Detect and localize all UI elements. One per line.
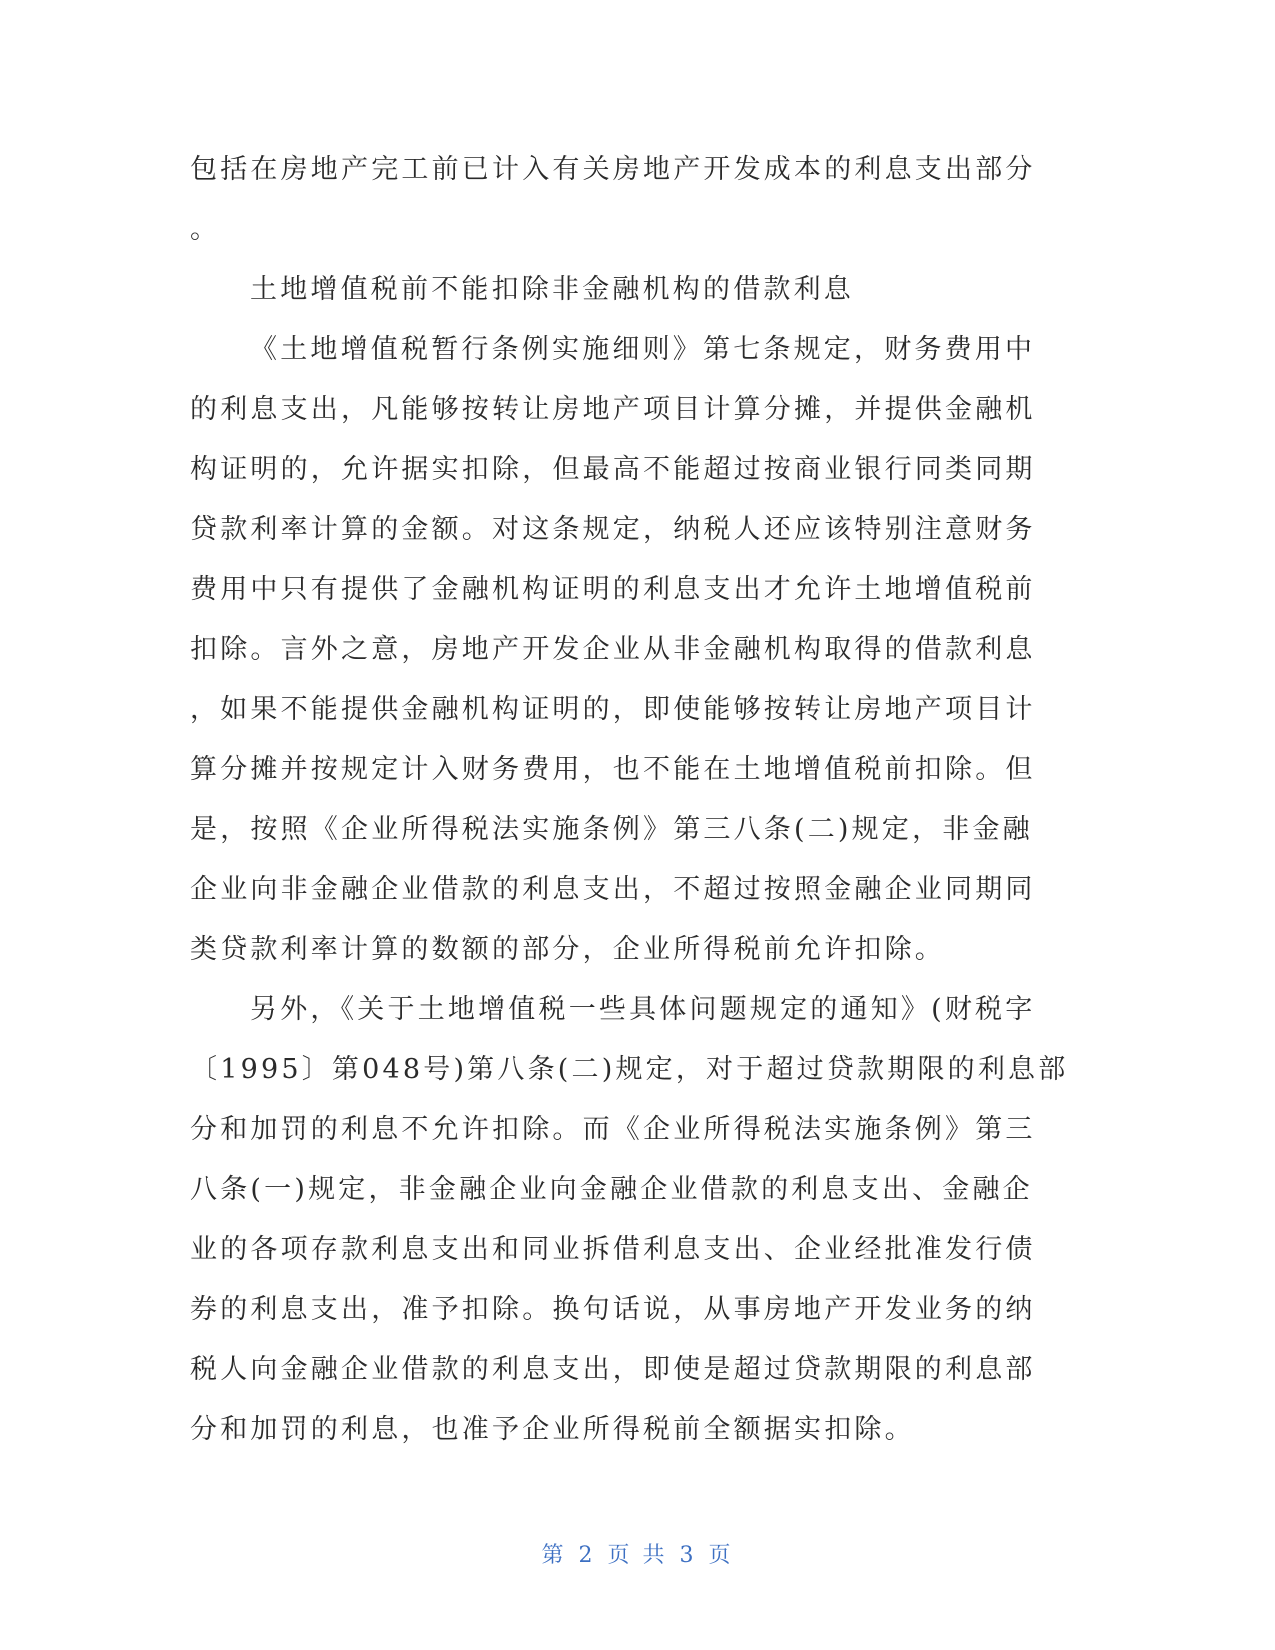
body-line: 包括在房地产完工前已计入有关房地产开发成本的利息支出部分	[190, 154, 1036, 185]
body-line: 税人向金融企业借款的利息支出，即使是超过贷款期限的利息部	[190, 1354, 1036, 1385]
current-page-number: 2	[578, 1543, 596, 1568]
paragraph-start: 另外，《关于土地增值税一些具体问题规定的通知》(财税字	[250, 994, 1036, 1025]
paragraph-start: 《土地增值税暂行条例实施细则》第七条规定，财务费用中	[250, 334, 1036, 365]
footer-prefix: 第	[541, 1543, 567, 1568]
body-line: 券的利息支出，准予扣除。换句话说，从事房地产开发业务的纳	[190, 1294, 1036, 1325]
body-line: 算分摊并按规定计入财务费用，也不能在土地增值税前扣除。但	[190, 754, 1036, 785]
body-line: 业的各项存款利息支出和同业拆借利息支出、企业经批准发行债	[190, 1234, 1036, 1265]
body-line: 企业向非金融企业借款的利息支出，不超过按照金融企业同期同	[190, 874, 1036, 905]
footer-suffix: 页	[708, 1543, 734, 1568]
total-page-count: 3	[679, 1543, 697, 1568]
document-body	[190, 140, 1069, 1460]
footer-middle: 页 共	[607, 1543, 668, 1568]
body-line: 分和加罚的利息，也准予企业所得税前全额据实扣除。	[190, 1414, 915, 1445]
body-line: ，如果不能提供金融机构证明的，即使能够按转让房地产项目计	[190, 694, 1036, 725]
body-line: 分和加罚的利息不允许扣除。而《企业所得税法实施条例》第三	[190, 1114, 1036, 1145]
body-line: 构证明的，允许据实扣除，但最高不能超过按商业银行同类同期	[190, 454, 1036, 485]
page-footer	[0, 1538, 1275, 1569]
body-line: 费用中只有提供了金融机构证明的利息支出才允许土地增值税前	[190, 574, 1036, 605]
body-line: 类贷款利率计算的数额的部分，企业所得税前允许扣除。	[190, 934, 945, 965]
body-line: 的利息支出，凡能够按转让房地产项目计算分摊，并提供金融机	[190, 394, 1036, 425]
body-line: 〔1995〕第048号)第八条(二)规定，对于超过贷款期限的利息部	[190, 1054, 1069, 1085]
body-line: 。	[190, 214, 221, 245]
section-heading: 土地增值税前不能扣除非金融机构的借款利息	[250, 274, 854, 305]
body-line: 扣除。言外之意，房地产开发企业从非金融机构取得的借款利息	[190, 634, 1036, 665]
body-line: 是，按照《企业所得税法实施条例》第三八条(二)规定，非金融	[190, 814, 1033, 845]
body-line: 贷款利率计算的金额。对这条规定，纳税人还应该特别注意财务	[190, 514, 1036, 545]
body-line: 八条(一)规定，非金融企业向金融企业借款的利息支出、金融企	[190, 1174, 1033, 1205]
